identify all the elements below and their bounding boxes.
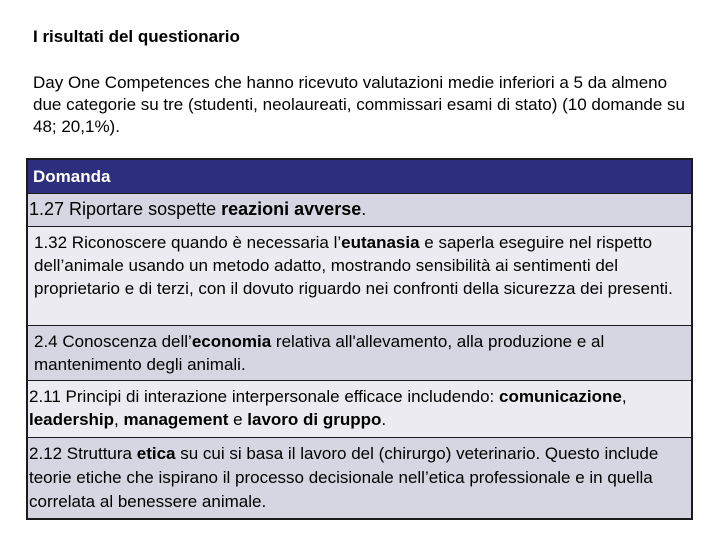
- row-keyword: leadership: [29, 410, 115, 429]
- row-keyword: economia: [191, 332, 272, 351]
- row-keyword: management: [123, 410, 229, 429]
- row-text: 1.27 Riportare sospette: [29, 199, 222, 219]
- table-row: [28, 194, 691, 226]
- table-row: [28, 326, 691, 380]
- table-row: [28, 438, 691, 518]
- table-row: [28, 227, 691, 325]
- row-keyword: lavoro di gruppo: [247, 410, 382, 429]
- row-keyword: etica: [136, 444, 176, 463]
- table-header: Domanda: [28, 160, 691, 193]
- row-text: 2.11 Principi di interazione interpersonale efficace includendo:: [29, 387, 499, 406]
- slide-title: I risultati del questionario: [33, 27, 240, 46]
- row-keyword: comunicazione: [499, 387, 622, 406]
- row-text: relativa all'allevamento, alla produzione e al mantenimento degli animali.: [34, 332, 605, 374]
- row-text: ,: [114, 410, 124, 429]
- row-text: su cui si basa il lavoro del (chirurgo) veterinario. Questo include teorie etiche che ispirano il processo decisionale nell’etica professionale e in quella correlata al benessere animale.: [29, 444, 659, 511]
- row-keyword: eutanasia: [341, 233, 420, 252]
- intro-paragraph: Day One Competences che hanno ricevuto valutazioni medie inferiori a 5 da almeno due categorie su tre (studenti, neolaureati, commissari esami di stato) (10 domande su 48; 20,1%).: [33, 73, 685, 136]
- row-text: ,: [621, 387, 627, 406]
- row-text: 1.32 Riconoscere quando è necessaria l’: [34, 233, 342, 252]
- row-text: e saperla eseguire nel rispetto dell’animale usando un metodo adatto, mostrando sensibilità ai sentimenti del proprietario e di terzi, con il dovuto riguardo nei confronti della sicurezza dei presenti.: [34, 233, 673, 298]
- table-row: [28, 381, 691, 437]
- row-keyword: reazioni avverse: [221, 199, 362, 219]
- row-text: .: [361, 199, 367, 219]
- row-text: 2.4 Conoscenza dell’: [34, 332, 192, 351]
- row-text: .: [381, 410, 387, 429]
- questions-table: [26, 158, 693, 520]
- row-text: 2.12 Struttura: [29, 444, 137, 463]
- row-text: e: [228, 410, 248, 429]
